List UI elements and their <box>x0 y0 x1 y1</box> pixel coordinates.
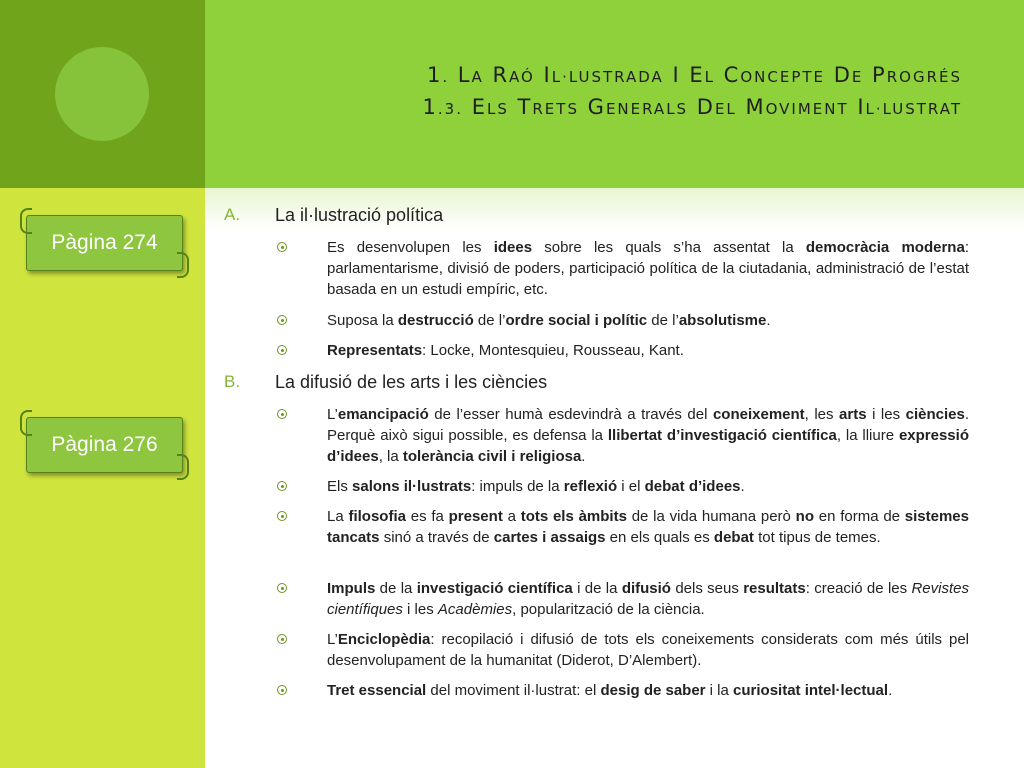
bullet-icon <box>277 315 287 325</box>
section-a-bullet-1: Es desenvolupen les idees sobre les quals s’ha assentat la democràcia moderna: parlamentarisme, divisió de poders, participació política de la ciutadania, administració de l’estat basada en un estudi empíric, etc. <box>327 239 969 298</box>
slide-title-line-1: 1. LA RAÓ IL·LUSTRADA I EL CONCEPTE DE PROGRÉS <box>426 63 962 87</box>
slide-header <box>205 0 1024 188</box>
section-b-bullet-6: Tret essencial del moviment il·lustrat: el desig de saber i la curiositat intel·lectual. <box>327 682 893 699</box>
section-a-marker: A. <box>224 205 241 224</box>
slide-title-line-2: 1.3. ELS TRETS GENERALS DEL MOVIMENT IL·LUSTRAT <box>422 95 962 119</box>
page-276-tab[interactable]: Pàgina 276 <box>26 417 183 473</box>
bullet-icon <box>277 634 287 644</box>
bullet-icon <box>277 409 287 419</box>
section-b-bullet-3: La filosofia es fa present a tots els àmbits de la vida humana però no en forma de sistemes tancats sinó a través de cartes i assaigs en els quals es debat tot tipus de temes. <box>327 508 969 546</box>
section-b-title: La difusió de les arts i les ciències <box>275 372 548 392</box>
bullet-icon <box>277 242 287 252</box>
bullet-icon <box>277 583 287 593</box>
section-a-bullet-2: Suposa la destrucció de l’ordre social i polític de l’absolutisme. <box>327 312 771 329</box>
section-b-bullet-1: L’emancipació de l’esser humà esdevindrà a través del coneixement, les arts i les ciències. Perquè això sigui possible, es defensa la llibertat d’investigació científica, la lliure expressió d’idees, la tolerància civil i religiosa. <box>327 406 970 465</box>
decorative-circle <box>55 47 149 141</box>
bullet-icon <box>277 481 287 491</box>
section-b-marker: B. <box>224 372 241 391</box>
section-a-bullet-3: Representats: Locke, Montesquieu, Rousseau, Kant. <box>327 342 684 359</box>
bullet-icon <box>277 345 287 355</box>
section-b-bullet-5: L’Enciclopèdia: recopilació i difusió de tots els coneixements considerats com més útils pel desenvolupament de la humanitat (Diderot, D’Alembert). <box>327 631 969 669</box>
section-a-title: La il·lustració política <box>275 205 444 225</box>
header-left-panel <box>0 0 205 188</box>
page-274-tab[interactable]: Pàgina 274 <box>26 215 183 271</box>
bullet-icon <box>277 511 287 521</box>
section-b-bullet-4: Impuls de la investigació científica i de la difusió dels seus resultats: creació de les Revistes científiques i les Acadèmies, popularització de la ciència. <box>327 580 969 618</box>
section-b-bullet-2: Els salons il·lustrats: impuls de la reflexió i el debat d’idees. <box>327 478 745 495</box>
bullet-icon <box>277 685 287 695</box>
left-sidebar <box>0 188 205 768</box>
